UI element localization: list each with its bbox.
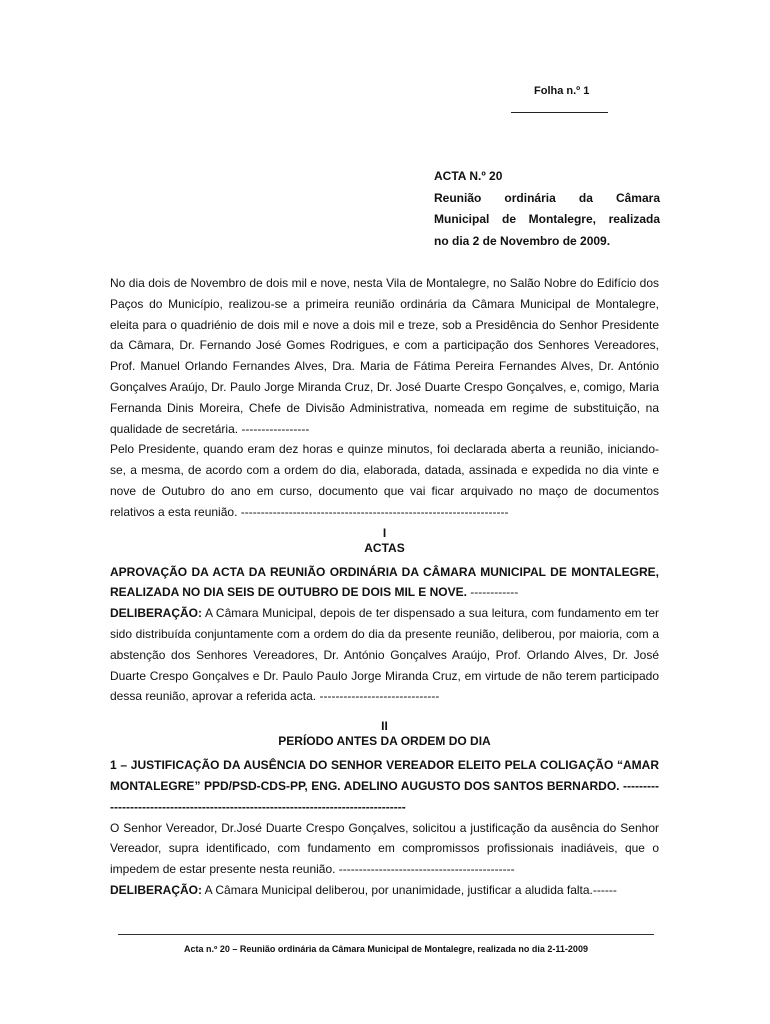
intro-paragraph: No dia dois de Novembro de dois mil e nove, nesta Vila de Montalegre, no Salão Nobre do Edifício dos Paços do Município, realizou-se a primeira reunião ordinária da Câmara Municipal de Montalegre, eleita para o quadriénio de dois mil e nove a dois mil e treze, sob a Presidência do Senhor Presidente da Câmara, Dr. Fernando José Gomes Rodrigues, e com a participação dos Senhores Vereadores, Prof. Manuel Orlando Fernandes Alves, Dra. Maria de Fátima Pereira Fernandes Alves, Dr. António Gonçalves Araújo, Dr. Paulo Jorge Miranda Cruz, Dr. José Duarte Crespo Gonçalves, e, comigo, Maria Fernanda Dinis Moreira, Chefe de Divisão Administrativa, nomeada em regime de substituição, na qualidade de secretária. ----------------- — [110, 276, 659, 436]
section-heading: 1 – JUSTIFICAÇÃO DA AUSÊNCIA DO SENHOR VEREADOR ELEITO PELA COLIGAÇÃO “AMAR MONTALEGRE” PPD/PSD-CDS-PP, ENG. ADELINO AUGUSTO DOS SANTOS BERNARDO. ----------------------------------------------------------------------------------- — [110, 758, 659, 814]
signature-line — [511, 112, 608, 113]
document-body — [110, 273, 659, 901]
deliberation-label: DELIBERAÇÃO: — [110, 882, 202, 897]
acta-number: ACTA N.º 20 — [434, 169, 503, 183]
acta-header-line: Reunião ordinária da Câmara — [434, 190, 660, 205]
section-numeral: II — [381, 719, 388, 734]
acta-header — [434, 166, 660, 252]
deliberation-paragraph — [110, 603, 659, 707]
deliberation-label: DELIBERAÇÃO: — [110, 606, 202, 621]
deliberation-text: A Câmara Municipal deliberou, por unanimidade, justificar a aludida falta.------ — [202, 882, 617, 897]
intro-paragraph: Pelo Presidente, quando eram dez horas e quinze minutos, foi declarada aberta a reunião, iniciando-se, a mesma, de acordo com a ordem do dia, elaborada, datada, assinada e expedida no dia vinte e nove de Outubro do ano em curso, documento que vai ficar arquivado no maço de documentos relativos a esta reunião. ------------------------------------------------------------------- — [110, 442, 659, 519]
heading-dashes: ------------ — [466, 585, 519, 600]
acta-header-line: Municipal de Montalegre, realizada — [434, 212, 660, 226]
deliberation-paragraph — [110, 880, 659, 901]
section-numeral: I — [382, 525, 387, 540]
page-footer: Acta n.º 20 – Reunião ordinária da Câmara Municipal de Montalegre, realizada no dia 2-11-2009 — [184, 944, 588, 954]
heading-text: APROVAÇÃO DA ACTA DA REUNIÃO ORDINÁRIA DA CÂMARA MUNICIPAL DE MONTALEGRE, REALIZADA NO DIA SEIS DE OUTUBRO DE DOIS MIL E NOVE. — [110, 564, 659, 600]
section-title: ACTAS — [364, 540, 405, 555]
deliberation-text: A Câmara Municipal, depois de ter dispensado a sua leitura, com fundamento em ter sido distribuída conjuntamente com a ordem do dia da presente reunião, deliberou, por maioria, com a abstenção dos Senhores Vereadores, Dr. António Gonçalves Araújo, Prof. Orlando Alves, Dr. José Duarte Crespo Gonçalves e Dr. Paulo Paulo Jorge Miranda Cruz, em virtude de não terem participado dessa reunião, aprovar a referida acta. ------------------------------ — [110, 606, 659, 704]
section-title: PERÍODO ANTES DA ORDEM DO DIA — [278, 734, 491, 749]
footer-divider — [118, 934, 654, 935]
section-text: O Senhor Vereador, Dr.José Duarte Crespo Gonçalves, solicitou a justificação da ausência do Senhor Vereador, supra identificado, com fundamento em compromissos profissionais inadiáveis, que o impedem de estar presente nesta reunião. -------------------------------------------- — [110, 820, 659, 877]
acta-header-line: no dia 2 de Novembro de 2009. — [434, 233, 611, 248]
page-number: Folha n.º 1 — [534, 85, 590, 97]
section-heading — [110, 562, 659, 604]
